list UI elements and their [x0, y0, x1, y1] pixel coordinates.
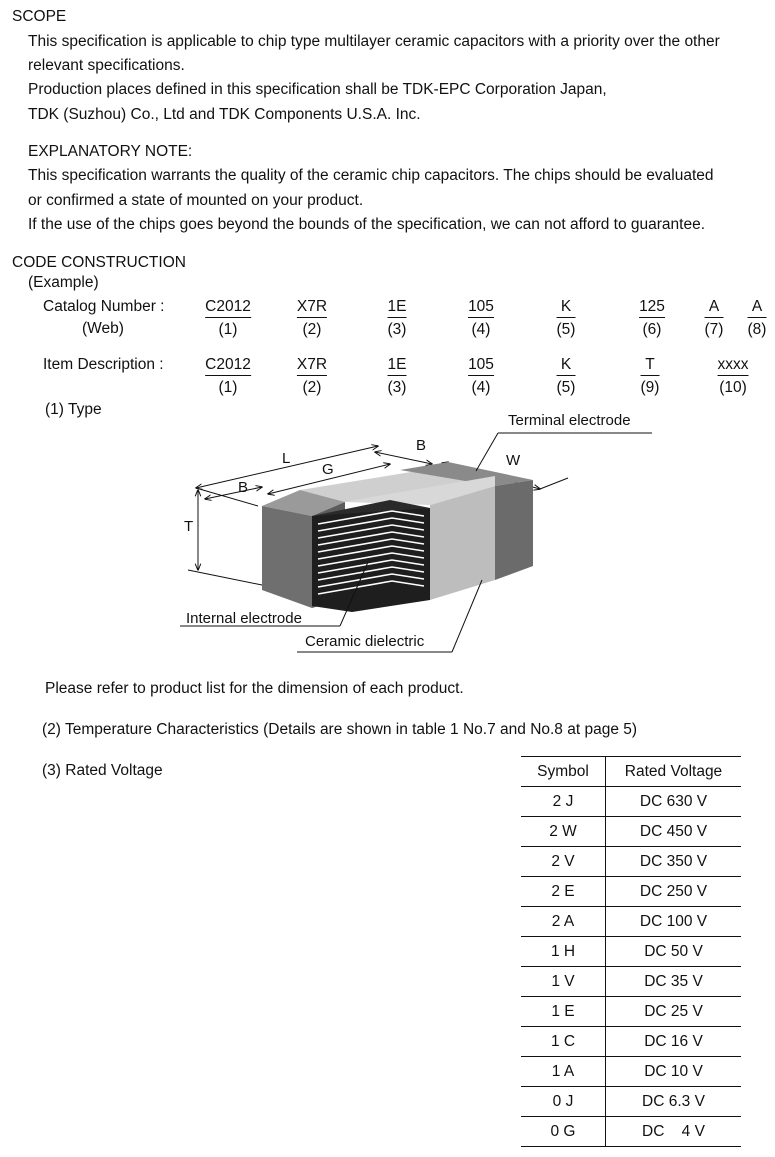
voltage-cell: DC 35 V: [606, 967, 742, 997]
catalog-code-index: (6): [642, 320, 662, 338]
dim-T-label: T: [184, 518, 194, 535]
item-code-index: (5): [556, 378, 576, 396]
rated-voltage-table: [521, 756, 741, 1147]
table-row: [521, 937, 741, 967]
col-symbol-header: Symbol: [521, 757, 606, 787]
catalog-code-value: 125: [639, 299, 665, 318]
voltage-cell: DC 100 V: [606, 907, 742, 937]
item-code-7: [718, 357, 749, 395]
note-line-3: If the use of the chips goes beyond the bounds of the specification, we can not afford to guarantee.: [28, 216, 706, 233]
ceramic-dielectric-label: Ceramic dielectric: [305, 633, 425, 650]
item-code-index: (9): [640, 378, 660, 396]
internal-electrode-label: Internal electrode: [186, 610, 302, 627]
col-voltage-header: Rated Voltage: [606, 757, 742, 787]
example-label: (Example): [28, 274, 99, 291]
table-row: [521, 907, 741, 937]
item-code-value: T: [641, 357, 660, 376]
voltage-cell: DC 50 V: [606, 937, 742, 967]
item-code-index: (10): [719, 378, 747, 396]
terminal-electrode-label: Terminal electrode: [508, 412, 631, 429]
symbol-cell: 1 E: [521, 997, 606, 1027]
catalog-code-index: (5): [556, 320, 576, 338]
symbol-cell: 0 J: [521, 1087, 606, 1117]
catalog-code-4: [468, 299, 494, 337]
symbol-cell: 1 V: [521, 967, 606, 997]
symbol-cell: 1 A: [521, 1057, 606, 1087]
item-code-4: [468, 357, 494, 395]
item-code-2: [297, 357, 327, 395]
catalog-code-index: (2): [302, 320, 322, 338]
scope-line-2: relevant specifications.: [28, 57, 185, 74]
table-row: [521, 997, 741, 1027]
catalog-number-label: Catalog Number :: [43, 298, 165, 315]
table-row: [521, 1087, 741, 1117]
item-code-index: (1): [218, 378, 238, 396]
dim-B-left-label: B: [238, 479, 249, 496]
catalog-code-value: 1E: [388, 299, 407, 318]
item-code-value: X7R: [297, 357, 327, 376]
scope-line-4: TDK (Suzhou) Co., Ltd and TDK Components U.S.A. Inc.: [28, 106, 421, 123]
catalog-code-value: K: [557, 299, 576, 318]
scope-line-3: Production places defined in this specification shall be TDK-EPC Corporation Japan,: [28, 81, 607, 98]
capacitor-diagram: [150, 405, 670, 660]
catalog-code-index: (4): [471, 320, 491, 338]
item-code-6: [641, 357, 660, 395]
symbol-cell: 2 A: [521, 907, 606, 937]
item-code-5: [557, 357, 576, 395]
scope-line-1: This specification is applicable to chip type multilayer ceramic capacitors with a priority over the other: [28, 33, 720, 50]
item-code-value: 1E: [388, 357, 407, 376]
voltage-cell: DC 250 V: [606, 877, 742, 907]
catalog-code-7: [705, 299, 724, 337]
item-code-index: (3): [387, 378, 407, 396]
voltage-cell: DC 450 V: [606, 817, 742, 847]
item-code-value: 105: [468, 357, 494, 376]
item-description-label: Item Description :: [43, 356, 164, 373]
table-row: [521, 877, 741, 907]
table-row: [521, 817, 741, 847]
catalog-code-5: [557, 299, 576, 337]
catalog-code-index: (8): [747, 320, 767, 338]
voltage-cell: DC 6.3 V: [606, 1087, 742, 1117]
catalog-code-value: A: [705, 299, 724, 318]
temperature-heading: (2) Temperature Characteristics (Details are shown in table 1 No.7 and No.8 at page 5): [42, 721, 638, 738]
catalog-code-value: 105: [468, 299, 494, 318]
catalog-code-value: X7R: [297, 299, 327, 318]
symbol-cell: 2 E: [521, 877, 606, 907]
item-code-index: (2): [302, 378, 322, 396]
table-row: [521, 967, 741, 997]
voltage-cell: DC 350 V: [606, 847, 742, 877]
voltage-cell: DC 25 V: [606, 997, 742, 1027]
symbol-cell: 1 H: [521, 937, 606, 967]
note-line-1: This specification warrants the quality of the ceramic chip capacitors. The chips should be evaluated: [28, 167, 714, 184]
table-header-row: [521, 757, 741, 787]
catalog-code-value: A: [748, 299, 767, 318]
note-heading: EXPLANATORY NOTE:: [28, 143, 193, 160]
catalog-code-2: [297, 299, 327, 337]
table-row: [521, 1117, 741, 1147]
item-code-1: [205, 357, 251, 395]
dim-W-label: W: [506, 452, 521, 469]
catalog-code-3: [388, 299, 407, 337]
dim-L-label: L: [282, 450, 291, 467]
item-code-value: xxxx: [718, 357, 749, 376]
item-code-value: K: [557, 357, 576, 376]
voltage-cell: DC 10 V: [606, 1057, 742, 1087]
code-heading: CODE CONSTRUCTION: [12, 254, 186, 271]
catalog-code-value: C2012: [205, 299, 251, 318]
catalog-code-index: (7): [704, 320, 724, 338]
item-code-3: [388, 357, 407, 395]
symbol-cell: 2 V: [521, 847, 606, 877]
symbol-cell: 0 G: [521, 1117, 606, 1147]
item-code-index: (4): [471, 378, 491, 396]
table-row: [521, 1057, 741, 1087]
voltage-cell: DC 630 V: [606, 787, 742, 817]
refer-note: Please refer to product list for the dimension of each product.: [45, 680, 464, 697]
symbol-cell: 2 W: [521, 817, 606, 847]
catalog-code-index: (1): [218, 320, 238, 338]
catalog-code-6: [639, 299, 665, 337]
table-row: [521, 847, 741, 877]
rated-voltage-heading: (3) Rated Voltage: [42, 762, 163, 779]
catalog-code-8: [748, 299, 767, 337]
table-row: [521, 787, 741, 817]
scope-heading: SCOPE: [12, 8, 67, 25]
dim-B-right-label: B: [416, 437, 427, 454]
note-line-2: or confirmed a state of mounted on your product.: [28, 192, 364, 209]
symbol-cell: 2 J: [521, 787, 606, 817]
type-heading: (1) Type: [45, 401, 102, 418]
catalog-code-index: (3): [387, 320, 407, 338]
table-row: [521, 1027, 741, 1057]
dim-G-label: G: [322, 461, 334, 478]
voltage-cell: DC 4 V: [606, 1117, 742, 1147]
catalog-code-1: [205, 299, 251, 337]
voltage-cell: DC 16 V: [606, 1027, 742, 1057]
item-code-value: C2012: [205, 357, 251, 376]
web-label: (Web): [82, 320, 124, 337]
symbol-cell: 1 C: [521, 1027, 606, 1057]
